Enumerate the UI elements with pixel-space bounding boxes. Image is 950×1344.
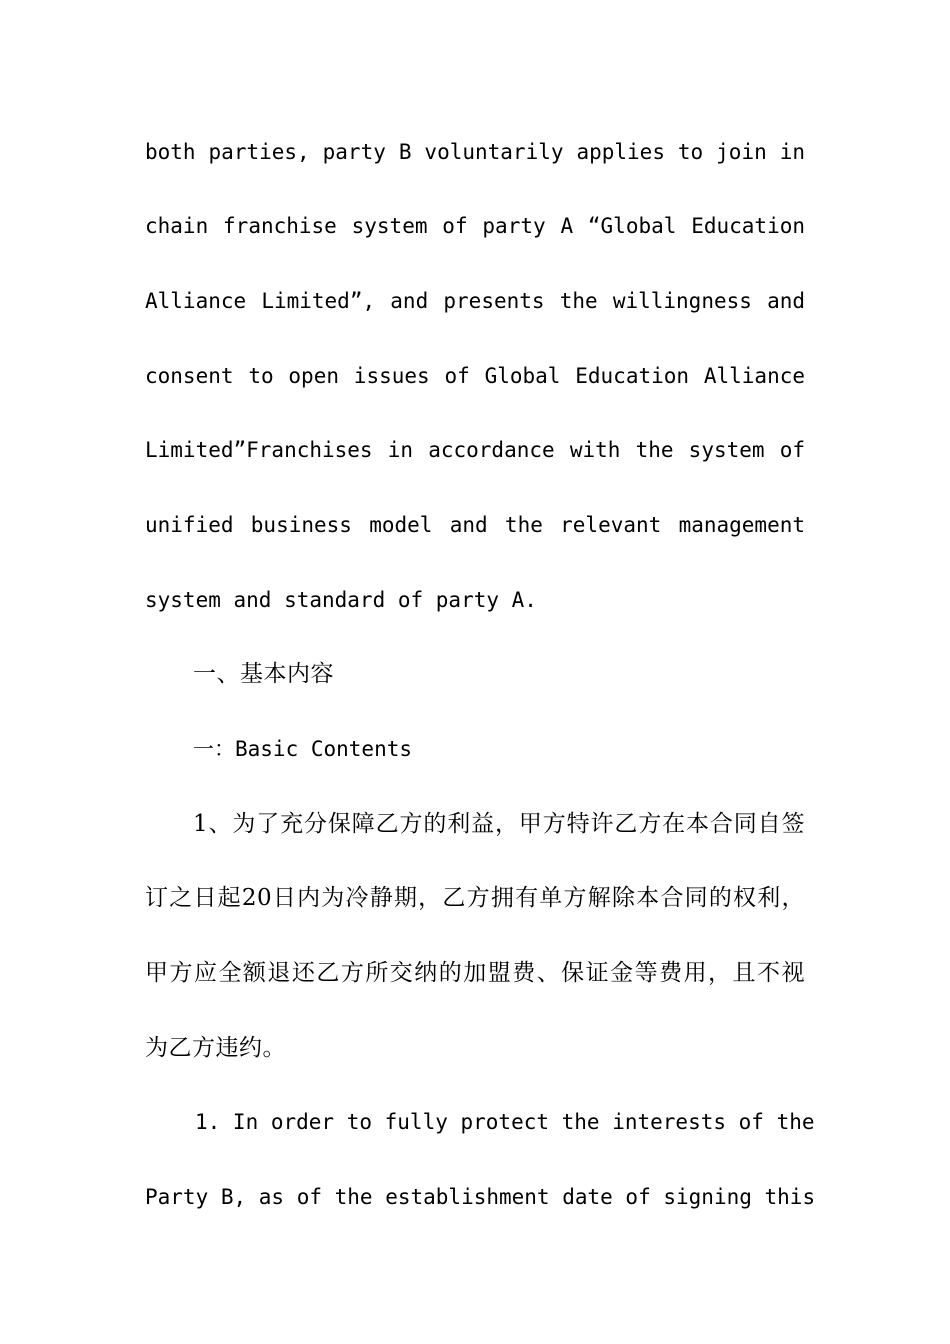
clause-line-chinese: 甲方应全额退还乙方所交纳的加盟费、保证金等费用，且不视 xyxy=(145,960,805,986)
paragraph-line: chain franchise system of party A “Global Education xyxy=(145,214,805,238)
paragraph-line-last: system and standard of party A. xyxy=(145,588,537,612)
clause-line-english: Party B, as of the establishment date of signing this xyxy=(145,1185,816,1209)
section-heading-chinese: 一、基本内容 xyxy=(193,661,334,687)
paragraph-line: Alliance Limited”, and presents the willingness and xyxy=(145,289,805,313)
section-heading-english: 一：Basic Contents xyxy=(193,737,413,761)
paragraph-line: consent to open issues of Global Education Alliance xyxy=(145,364,805,388)
paragraph-line: Limited”Franchises in accordance with the system of xyxy=(145,438,805,462)
paragraph-line: both parties, party B voluntarily applies to join in xyxy=(145,140,805,164)
clause-line-chinese: 1、为了充分保障乙方的利益，甲方特许乙方在本合同自签 xyxy=(193,811,805,837)
clause-line-chinese: 订之日起20日内为冷静期，乙方拥有单方解除本合同的权利， xyxy=(145,885,805,911)
clause-line-chinese-last: 为乙方违约。 xyxy=(145,1035,286,1061)
paragraph-line: unified business model and the relevant management xyxy=(145,513,805,537)
clause-line-english: 1. In order to fully protect the interests of the xyxy=(195,1110,815,1134)
